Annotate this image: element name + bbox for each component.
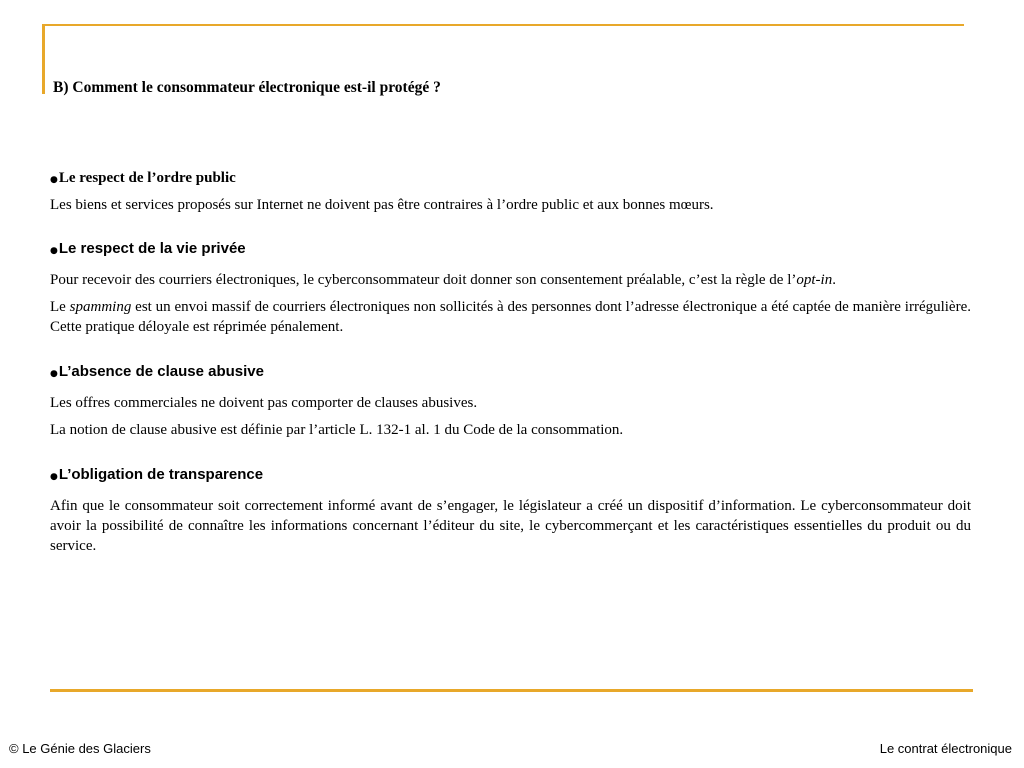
paragraph-offres: Les offres commerciales ne doivent pas comporter de clauses abusives. (50, 395, 478, 411)
bullet-icon: ● (50, 246, 58, 256)
top-accent-line (42, 24, 964, 26)
paragraph-transparence: Afin que le consommateur soit correctement informé avant de s’engager, le législateur a créé un dispositif d’information. Le cyberconsommateur doit avoir la possibilité de connaître les informations concernant l’éditeur du site, le cybercommerçant et les caractéristiques essentielles du produit ou du service. (50, 498, 971, 554)
section-heading-label: Le respect de la vie privée (58, 240, 246, 257)
left-accent-line (42, 24, 45, 94)
slide-title: B) Comment le consommateur électronique est-il protégé ? (53, 79, 441, 96)
section-heading-transparence (50, 466, 971, 483)
paragraph-text: . (832, 272, 836, 288)
paragraph-spamming (50, 297, 971, 337)
bullet-icon: ● (50, 472, 58, 482)
paragraph-text: est un envoi massif de courriers électroniques non sollicités à des personnes dont l’adresse électronique a été captée de manière irrégulière. Cette pratique déloyale est réprimée pénalement. (50, 299, 971, 335)
section-heading-ordre-public (50, 170, 971, 187)
section-heading-label: L’absence de clause abusive (58, 363, 264, 380)
footer-copyright: © Le Génie des Glaciers (9, 741, 151, 756)
section-heading-vie-privee (50, 240, 971, 257)
paragraph-text: Pour recevoir des courriers électroniques, le cyberconsommateur doit donner son consentement préalable, c’est la règle de l’ (50, 272, 797, 288)
slide-content (50, 170, 971, 556)
section-heading-clause-abusive (50, 363, 971, 380)
bottom-accent-line (50, 689, 973, 692)
bullet-icon: ● (50, 175, 58, 185)
paragraph-opt-in (50, 270, 971, 290)
section-heading-label: Le respect de l’ordre public (58, 170, 236, 186)
footer-title: Le contrat électronique (879, 741, 1012, 756)
paragraph-notion-clause: La notion de clause abusive est définie par l’article L. 132-1 al. 1 du Code de la consommation. (50, 422, 624, 438)
opt-in-term: opt-in (796, 272, 833, 288)
paragraph-text: Le (50, 299, 70, 315)
spamming-term: spamming (69, 299, 132, 315)
paragraph-ordre-public: Les biens et services proposés sur Internet ne doivent pas être contraires à l’ordre public et aux bonnes mœurs. (50, 197, 714, 213)
section-heading-label: L’obligation de transparence (58, 466, 264, 483)
bullet-icon: ● (50, 369, 58, 379)
